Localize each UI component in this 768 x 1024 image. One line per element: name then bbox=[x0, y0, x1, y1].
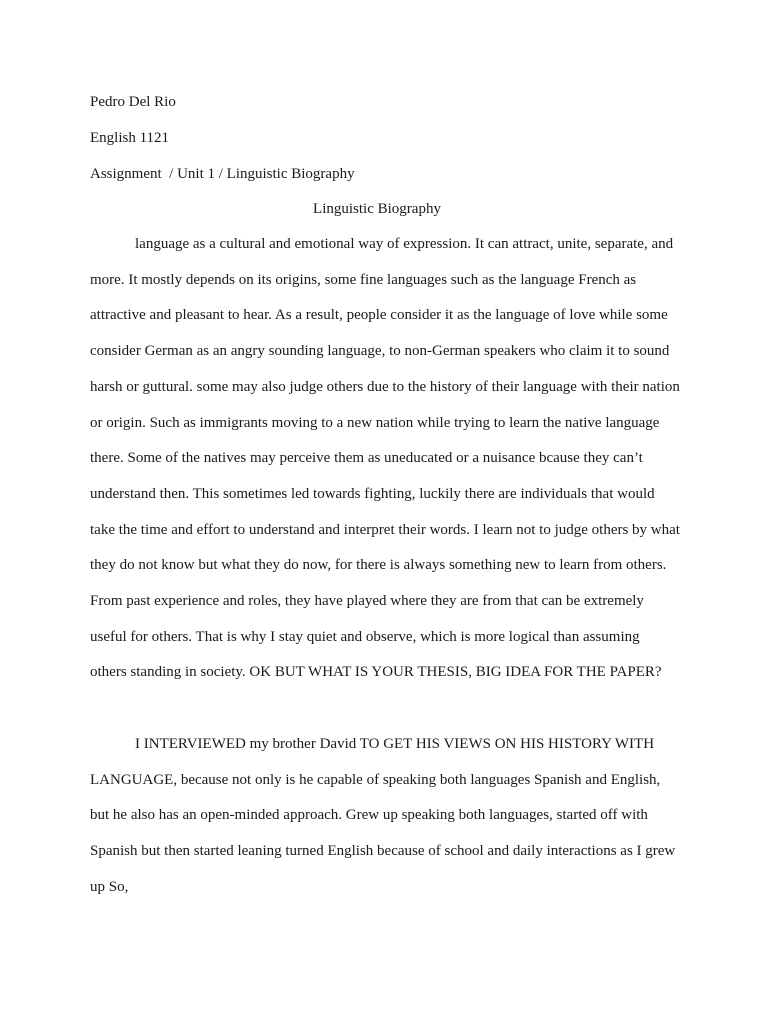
course-name: English 1121 bbox=[90, 130, 170, 146]
author-name: Pedro Del Rio bbox=[90, 94, 176, 110]
body-paragraph-1: language as a cultural and emotional way of expression. It can attract, unite, separate, and more. It mostly depends on its origins, some fine languages such as the language French as attractive and pleasant to hear. As a result, people consider it as the language of love while some consider German as an angry sounding language, to non-German speakers who claim it to sound harsh or guttural. some may also judge others due to the history of their language with their nation or origin. Such as immigrants moving to a new nation while trying to learn the native language there. Some of the natives may perceive them as uneducated or a nuisance bcause they can’t understand then. This sometimes led towards fighting, luckily there are individuals that would take the time and effort to understand and interpret their words. I learn not to judge others by what they do not know but what they do now, for there is always something new to learn from others. From past experience and roles, they have played where they are from that can be extremely useful for others. That is why I stay quiet and observe, which is more logical than assuming others standing in society. OK BUT WHAT IS YOUR THESIS, BIG IDEA FOR THE PAPER? bbox=[90, 236, 680, 681]
document-title: Linguistic Biography bbox=[313, 201, 441, 217]
body-paragraph-2: I INTERVIEWED my brother David TO GET HIS VIEWS ON HIS HISTORY WITH LANGUAGE, because not only is he capable of speaking both languages Spanish and English, but he also has an open-minded approach. Grew up speaking both languages, started off with Spanish but then started leaning turned English because of school and daily interactions as I grew up So, bbox=[90, 736, 676, 895]
assignment-line: Assignment / Unit 1 / Linguistic Biography bbox=[90, 166, 355, 182]
